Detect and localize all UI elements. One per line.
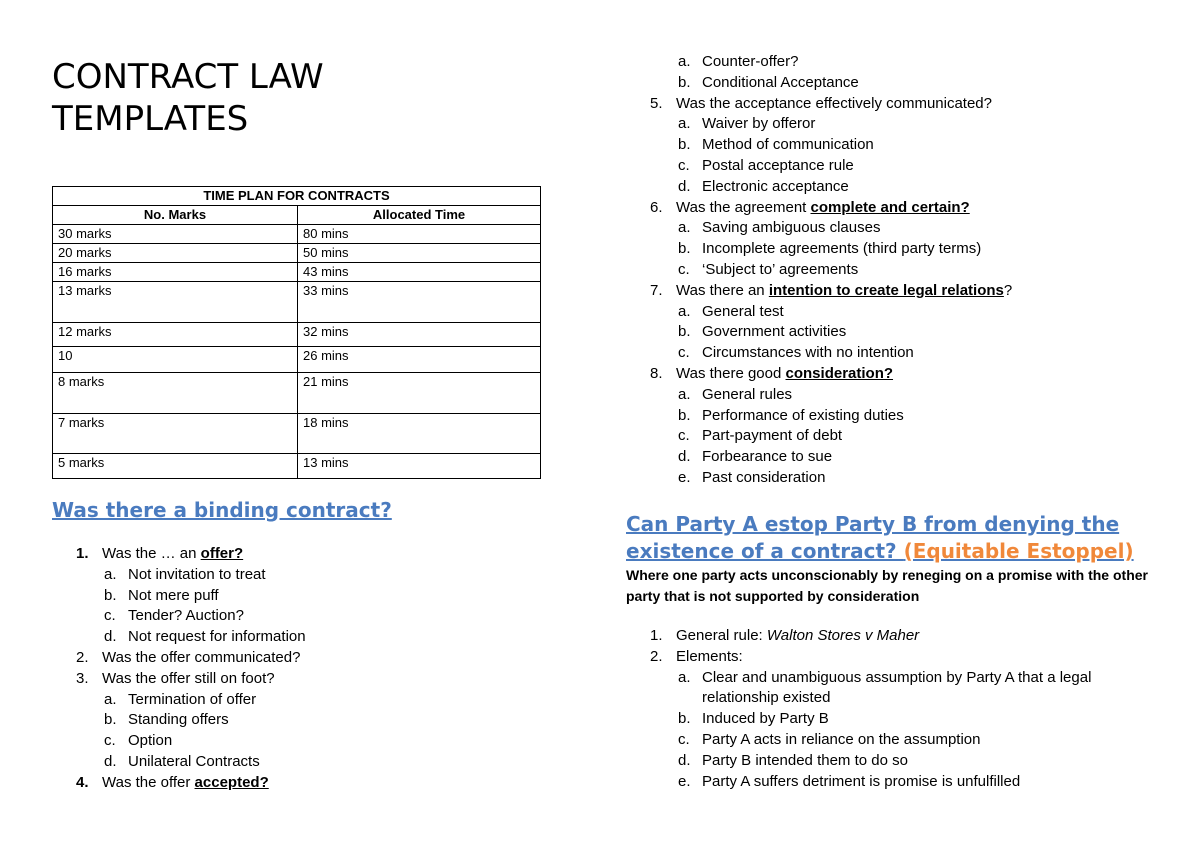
list-item: c. Postal acceptance rule xyxy=(678,156,854,174)
marks-cell: 13 marks xyxy=(53,282,298,323)
list-item: a. General test xyxy=(678,302,784,320)
list-item: 8. Was there good consideration? xyxy=(650,364,894,382)
marks-cell: 5 marks xyxy=(53,454,298,479)
title-line-2: TEMPLATES xyxy=(52,99,249,139)
estoppel-heading-tag: (Equitable Estoppel) xyxy=(903,539,1134,563)
table-caption: TIME PLAN FOR CONTRACTS xyxy=(53,187,541,206)
list-item: a. Counter-offer? xyxy=(678,53,799,70)
time-plan-table xyxy=(52,186,541,479)
list-item: e. Party A suffers detriment is promise is unfulfilled xyxy=(678,772,1021,790)
list-item: c. ‘Subject to’ agreements xyxy=(678,260,859,278)
list-item: 7. Was there an intention to create legal relations? xyxy=(650,281,1013,299)
list-item: a. Termination of offer xyxy=(104,690,257,708)
time-cell: 21 mins xyxy=(298,373,541,414)
binding-contract-heading: Was there a binding contract? xyxy=(52,498,392,522)
marks-cell: 16 marks xyxy=(53,263,298,282)
list-item: 6. Was the agreement complete and certain? xyxy=(650,198,970,216)
marks-cell: 12 marks xyxy=(53,323,298,347)
table-row xyxy=(53,347,541,373)
table-row xyxy=(53,454,541,479)
list-item: d. Party B intended them to do so xyxy=(678,751,908,769)
time-cell: 13 mins xyxy=(298,454,541,479)
list-item: d. Unilateral Contracts xyxy=(104,752,260,770)
list-item: b. Standing offers xyxy=(104,711,229,729)
time-cell: 43 mins xyxy=(298,263,541,282)
marks-cell: 30 marks xyxy=(53,225,298,244)
list-item: 5. Was the acceptance effectively communicated? xyxy=(650,94,992,112)
table-row xyxy=(53,373,541,414)
list-item: b. Government activities xyxy=(678,323,847,341)
table-row xyxy=(53,323,541,347)
marks-cell: 8 marks xyxy=(53,373,298,414)
binding-checklist-part-1 xyxy=(52,544,592,794)
list-item: b. Conditional Acceptance xyxy=(678,73,859,91)
time-cell: 33 mins xyxy=(298,282,541,323)
marks-cell: 10 xyxy=(53,347,298,373)
title-line-1: CONTRACT LAW xyxy=(52,57,324,97)
estoppel-heading: Can Party A estop Party B from denying the existence of a contract? (Equitable Estoppel) xyxy=(626,512,1134,563)
list-item: 2. Was the offer communicated? xyxy=(76,648,301,666)
table-row xyxy=(53,282,541,323)
list-item: a. Waiver by offeror xyxy=(678,115,816,133)
list-item: b. Induced by Party B xyxy=(678,710,829,728)
list-item: 4. Was the offer accepted? xyxy=(76,773,269,791)
list-item: b. Not mere puff xyxy=(104,586,219,604)
list-item: 1. Was the … an offer? xyxy=(76,545,244,562)
table-row xyxy=(53,244,541,263)
time-cell: 50 mins xyxy=(298,244,541,263)
page-title xyxy=(52,56,324,140)
list-item: c. Circumstances with no intention xyxy=(678,344,914,362)
list-item: b. Method of communication xyxy=(678,136,874,154)
table-row xyxy=(53,414,541,454)
binding-checklist-part-2 xyxy=(626,52,1186,489)
list-item: d. Not request for information xyxy=(104,628,306,646)
list-item: d. Electronic acceptance xyxy=(678,177,849,195)
time-cell: 80 mins xyxy=(298,225,541,244)
list-item: 1. General rule: Walton Stores v Maher xyxy=(650,627,920,644)
list-item: c. Part-payment of debt xyxy=(678,427,843,445)
list-item: a. Saving ambiguous clauses xyxy=(678,219,881,237)
time-cell: 26 mins xyxy=(298,347,541,373)
list-item: a. General rules xyxy=(678,385,793,403)
list-item: b. Incomplete agreements (third party terms) xyxy=(678,240,982,258)
list-item: b. Performance of existing duties xyxy=(678,406,904,424)
list-item: a. Clear and unambiguous assumption by Party A that a legal relationship existed xyxy=(678,668,1092,707)
list-item: d. Forbearance to sue xyxy=(678,448,833,466)
estoppel-description: Where one party acts unconscionably by reneging on a promise with the other party that is not supported by consideration xyxy=(626,567,1148,604)
marks-cell: 7 marks xyxy=(53,414,298,454)
table-row xyxy=(53,263,541,282)
marks-cell: 20 marks xyxy=(53,244,298,263)
list-item: e. Past consideration xyxy=(678,468,826,486)
list-item: a. Not invitation to treat xyxy=(104,565,266,583)
estoppel-checklist xyxy=(626,626,1186,792)
column-header-marks: No. Marks xyxy=(53,206,298,225)
estoppel-heading-block xyxy=(626,511,1134,565)
time-cell: 32 mins xyxy=(298,323,541,347)
column-header-time: Allocated Time xyxy=(298,206,541,225)
time-cell: 18 mins xyxy=(298,414,541,454)
list-item: c. Party A acts in reliance on the assumption xyxy=(678,730,981,748)
list-item: 2. Elements: xyxy=(650,647,743,665)
list-item: c. Option xyxy=(104,732,173,750)
binding-contract-heading-block xyxy=(52,497,392,523)
list-item: c. Tender? Auction? xyxy=(104,607,244,625)
list-item: 3. Was the offer still on foot? xyxy=(76,669,275,687)
table-row xyxy=(53,225,541,244)
